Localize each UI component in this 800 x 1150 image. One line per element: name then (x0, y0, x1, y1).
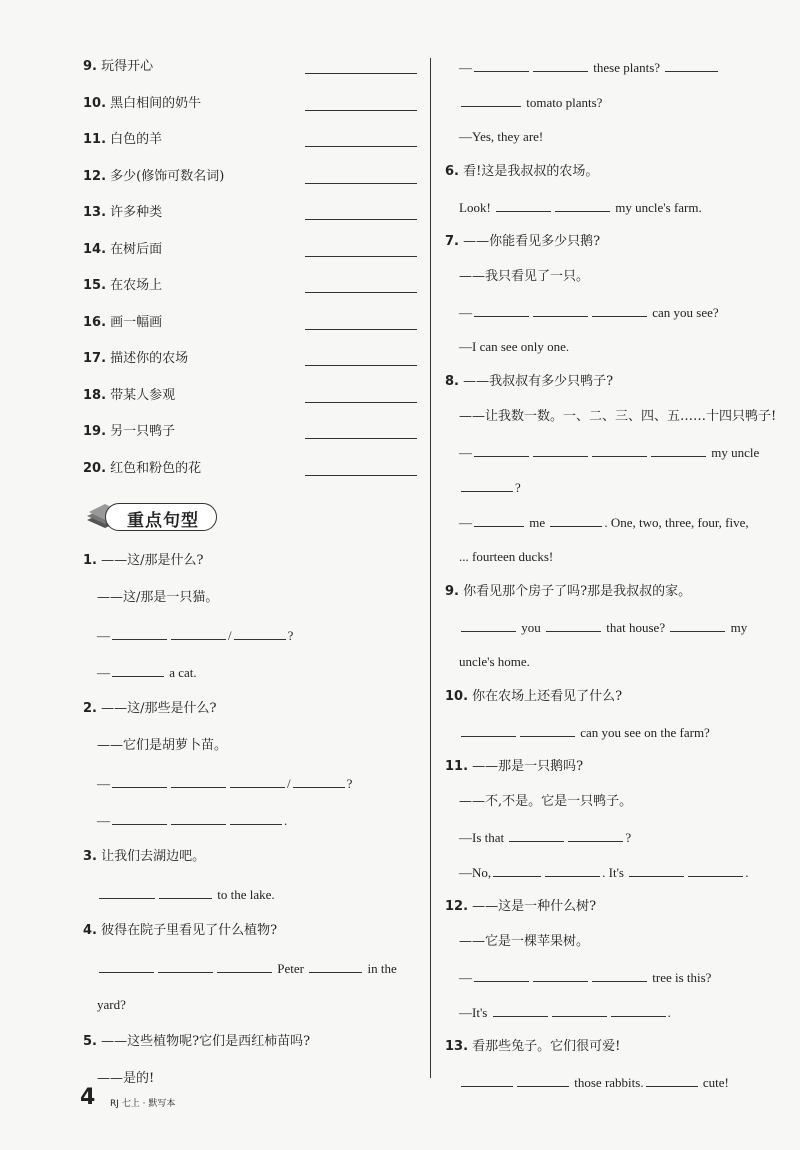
answer-blank[interactable] (99, 885, 155, 899)
rs5-en-q: — these plants? (445, 58, 780, 77)
vocab-number: 15. (83, 278, 107, 293)
rs13-en: those rabbits. cute! (445, 1073, 780, 1092)
answer-blank[interactable] (309, 959, 362, 973)
rs7-en-q: — can you see? (459, 305, 719, 320)
ls2-en-q: — / ? (97, 776, 353, 791)
answer-blank[interactable] (99, 959, 154, 973)
answer-line[interactable] (305, 475, 417, 476)
footer-text: RJ 七上 · 默写本 (110, 1099, 176, 1109)
ls1-en-q: — / ? (97, 628, 294, 643)
answer-blank[interactable] (171, 811, 226, 825)
answer-blank[interactable] (112, 774, 167, 788)
vocab-item (83, 58, 423, 76)
answer-blank[interactable] (568, 828, 623, 842)
answer-line[interactable] (305, 73, 417, 74)
vocab-number: 17. (83, 351, 107, 366)
rs8-en-q2: ? (445, 478, 780, 497)
vocab-item (83, 460, 423, 478)
answer-line[interactable] (305, 438, 417, 439)
vocab-text: 红色和粉色的花 (110, 460, 202, 476)
answer-blank[interactable] (670, 618, 725, 632)
rs11-q: 11. ——那是一只鹅吗? (445, 759, 584, 774)
answer-line[interactable] (305, 329, 417, 330)
vocab-text: 带某人参观 (110, 387, 176, 403)
vocab-text: 在树后面 (110, 241, 163, 257)
rs8-en-a: — me . One, two, three, four, five, (459, 515, 749, 530)
answer-blank[interactable] (474, 303, 529, 317)
rs9-q: 9. 你看见那个房子了吗?那是我叔叔的家。 (445, 584, 692, 599)
answer-blank[interactable] (171, 626, 226, 640)
answer-blank[interactable] (461, 478, 513, 492)
vocab-item (83, 204, 423, 222)
vocab-item (83, 314, 423, 332)
rs6-q: 6. 看!这是我叔叔的农场。 (445, 164, 599, 179)
vocab-number: 13. (83, 205, 107, 220)
answer-blank[interactable] (230, 811, 282, 825)
vocab-text: 许多种类 (110, 205, 163, 220)
vocab-number: 20. (83, 460, 107, 476)
ls3-q: 3. 让我们去湖边吧。 (83, 849, 206, 864)
vocab-item (83, 350, 423, 368)
vocab-number: 12. (83, 168, 107, 184)
answer-line[interactable] (305, 292, 417, 293)
answer-blank[interactable] (461, 723, 516, 737)
answer-blank[interactable] (493, 1003, 548, 1017)
answer-line[interactable] (305, 219, 417, 220)
answer-blank[interactable] (517, 1073, 569, 1087)
answer-line[interactable] (305, 110, 417, 111)
vocab-text: 画一幅画 (110, 314, 163, 330)
answer-blank[interactable] (230, 774, 285, 788)
rs12-en-a: —It's . (459, 1005, 671, 1020)
vocab-item (83, 423, 423, 441)
rs6-en: Look! my uncle's farm. (459, 200, 702, 215)
vocab-item (83, 168, 423, 186)
vocab-text: 玩得开心 (101, 59, 154, 74)
rs10-q: 10. 你在农场上还看见了什么? (445, 689, 623, 704)
ls5-a: ——是的! (97, 1071, 155, 1086)
answer-blank[interactable] (665, 58, 718, 72)
vocab-text: 多少(修饰可数名词) (110, 168, 225, 184)
rs11-a: ——不,不是。它是一只鸭子。 (459, 794, 633, 809)
answer-blank[interactable] (646, 1073, 698, 1087)
answer-blank[interactable] (592, 968, 647, 982)
vocab-number: 19. (83, 424, 107, 439)
answer-blank[interactable] (493, 863, 541, 877)
answer-blank[interactable] (533, 443, 588, 457)
answer-blank[interactable] (592, 443, 647, 457)
ls4-en: Peter in the (83, 959, 423, 978)
answer-blank[interactable] (461, 618, 516, 632)
answer-blank[interactable] (546, 618, 601, 632)
vocab-number: 14. (83, 241, 107, 257)
vocab-item (83, 241, 423, 259)
vocab-text: 黑白相间的奶牛 (110, 95, 202, 111)
vocab-item (83, 387, 423, 405)
vocab-number: 16. (83, 314, 107, 330)
ls3-en: to the lake. (83, 885, 423, 904)
rs10-en: can you see on the farm? (445, 723, 780, 742)
ls1-q: 1. ——这/那是什么? (83, 553, 204, 568)
answer-blank[interactable] (552, 1003, 607, 1017)
answer-blank[interactable] (112, 811, 167, 825)
rs9-en2: uncle's home. (459, 654, 530, 669)
rs5-en-a: —Yes, they are! (459, 129, 544, 144)
rs8-a: ——让我数一数。一、二、三、四、五……十四只鸭子! (459, 409, 777, 424)
answer-blank[interactable] (688, 863, 743, 877)
vocab-number: 9. (83, 59, 97, 74)
rs11-en-a: —No, . It's . (459, 865, 749, 880)
answer-blank[interactable] (509, 828, 564, 842)
ls5-q: 5. ——这些植物呢?它们是西红柿苗吗? (83, 1034, 311, 1049)
rs9-en: you that house? my (445, 618, 780, 637)
answer-blank[interactable] (474, 443, 529, 457)
answer-line[interactable] (305, 146, 417, 147)
answer-blank[interactable] (112, 626, 167, 640)
answer-blank[interactable] (555, 198, 610, 212)
section-banner (83, 497, 218, 533)
answer-blank[interactable] (629, 863, 684, 877)
answer-blank[interactable] (474, 513, 524, 527)
answer-blank[interactable] (234, 626, 286, 640)
vocab-text: 白色的羊 (110, 132, 163, 147)
vocab-number: 11. (83, 132, 107, 147)
rs8-en-q: — my uncle (459, 445, 760, 460)
answer-blank[interactable] (496, 198, 551, 212)
answer-blank[interactable] (474, 968, 529, 982)
vocab-number: 10. (83, 95, 107, 111)
answer-blank[interactable] (171, 774, 226, 788)
rs12-en-q: — tree is this? (459, 970, 712, 985)
answer-blank[interactable] (533, 303, 588, 317)
page-number: 4 (80, 1085, 96, 1110)
answer-blank[interactable] (293, 774, 345, 788)
answer-line[interactable] (305, 256, 417, 257)
ls2-a: ——它们是胡萝卜苗。 (97, 738, 228, 753)
vocab-number: 18. (83, 387, 107, 403)
ls2-en-a: — . (97, 813, 288, 828)
answer-blank[interactable] (651, 443, 706, 457)
answer-blank[interactable] (112, 663, 164, 677)
vocab-item (83, 277, 423, 295)
column-divider (430, 58, 431, 1078)
answer-blank[interactable] (545, 863, 600, 877)
ls4-q: 4. 彼得在院子里看见了什么植物? (83, 923, 278, 938)
ls1-en-a: — a cat. (97, 665, 197, 680)
section-title: 重点句型 (127, 511, 199, 531)
rs12-a: ——它是一棵苹果树。 (459, 934, 590, 949)
rs7-a: ——我只看见了一只。 (459, 269, 590, 284)
rs13-q: 13. 看那些兔子。它们很可爱! (445, 1039, 621, 1054)
answer-line[interactable] (305, 183, 417, 184)
answer-blank[interactable] (533, 968, 588, 982)
answer-blank[interactable] (158, 959, 213, 973)
ls4-yard: yard? (97, 997, 126, 1012)
answer-blank[interactable] (520, 723, 575, 737)
answer-blank[interactable] (217, 959, 272, 973)
rs8-en-a2: ... fourteen ducks! (459, 549, 554, 564)
answer-blank[interactable] (461, 93, 521, 107)
vocab-text: 在农场上 (110, 278, 163, 293)
answer-line[interactable] (305, 402, 417, 403)
ls1-a: ——这/那是一只猫。 (97, 590, 219, 605)
vocab-item (83, 131, 423, 149)
answer-blank[interactable] (592, 303, 647, 317)
answer-blank[interactable] (461, 1073, 513, 1087)
rs7-q: 7. ——你能看见多少只鹅? (445, 234, 601, 249)
rs8-q: 8. ——我叔叔有多少只鸭子? (445, 374, 614, 389)
rs12-q: 12. ——这是一种什么树? (445, 899, 597, 914)
rs7-en-a: —I can see only one. (459, 339, 570, 354)
ls2-q: 2. ——这/那些是什么? (83, 701, 217, 716)
answer-line[interactable] (305, 365, 417, 366)
answer-blank[interactable] (611, 1003, 666, 1017)
vocab-text: 描述你的农场 (110, 351, 189, 366)
rs11-en-q: —Is that ? (459, 830, 632, 845)
answer-blank[interactable] (533, 58, 588, 72)
answer-blank[interactable] (159, 885, 212, 899)
answer-blank[interactable] (550, 513, 602, 527)
vocab-text: 另一只鸭子 (110, 424, 176, 439)
answer-blank[interactable] (474, 58, 529, 72)
vocab-item (83, 95, 423, 113)
rs5-en-q2: tomato plants? (445, 93, 780, 112)
